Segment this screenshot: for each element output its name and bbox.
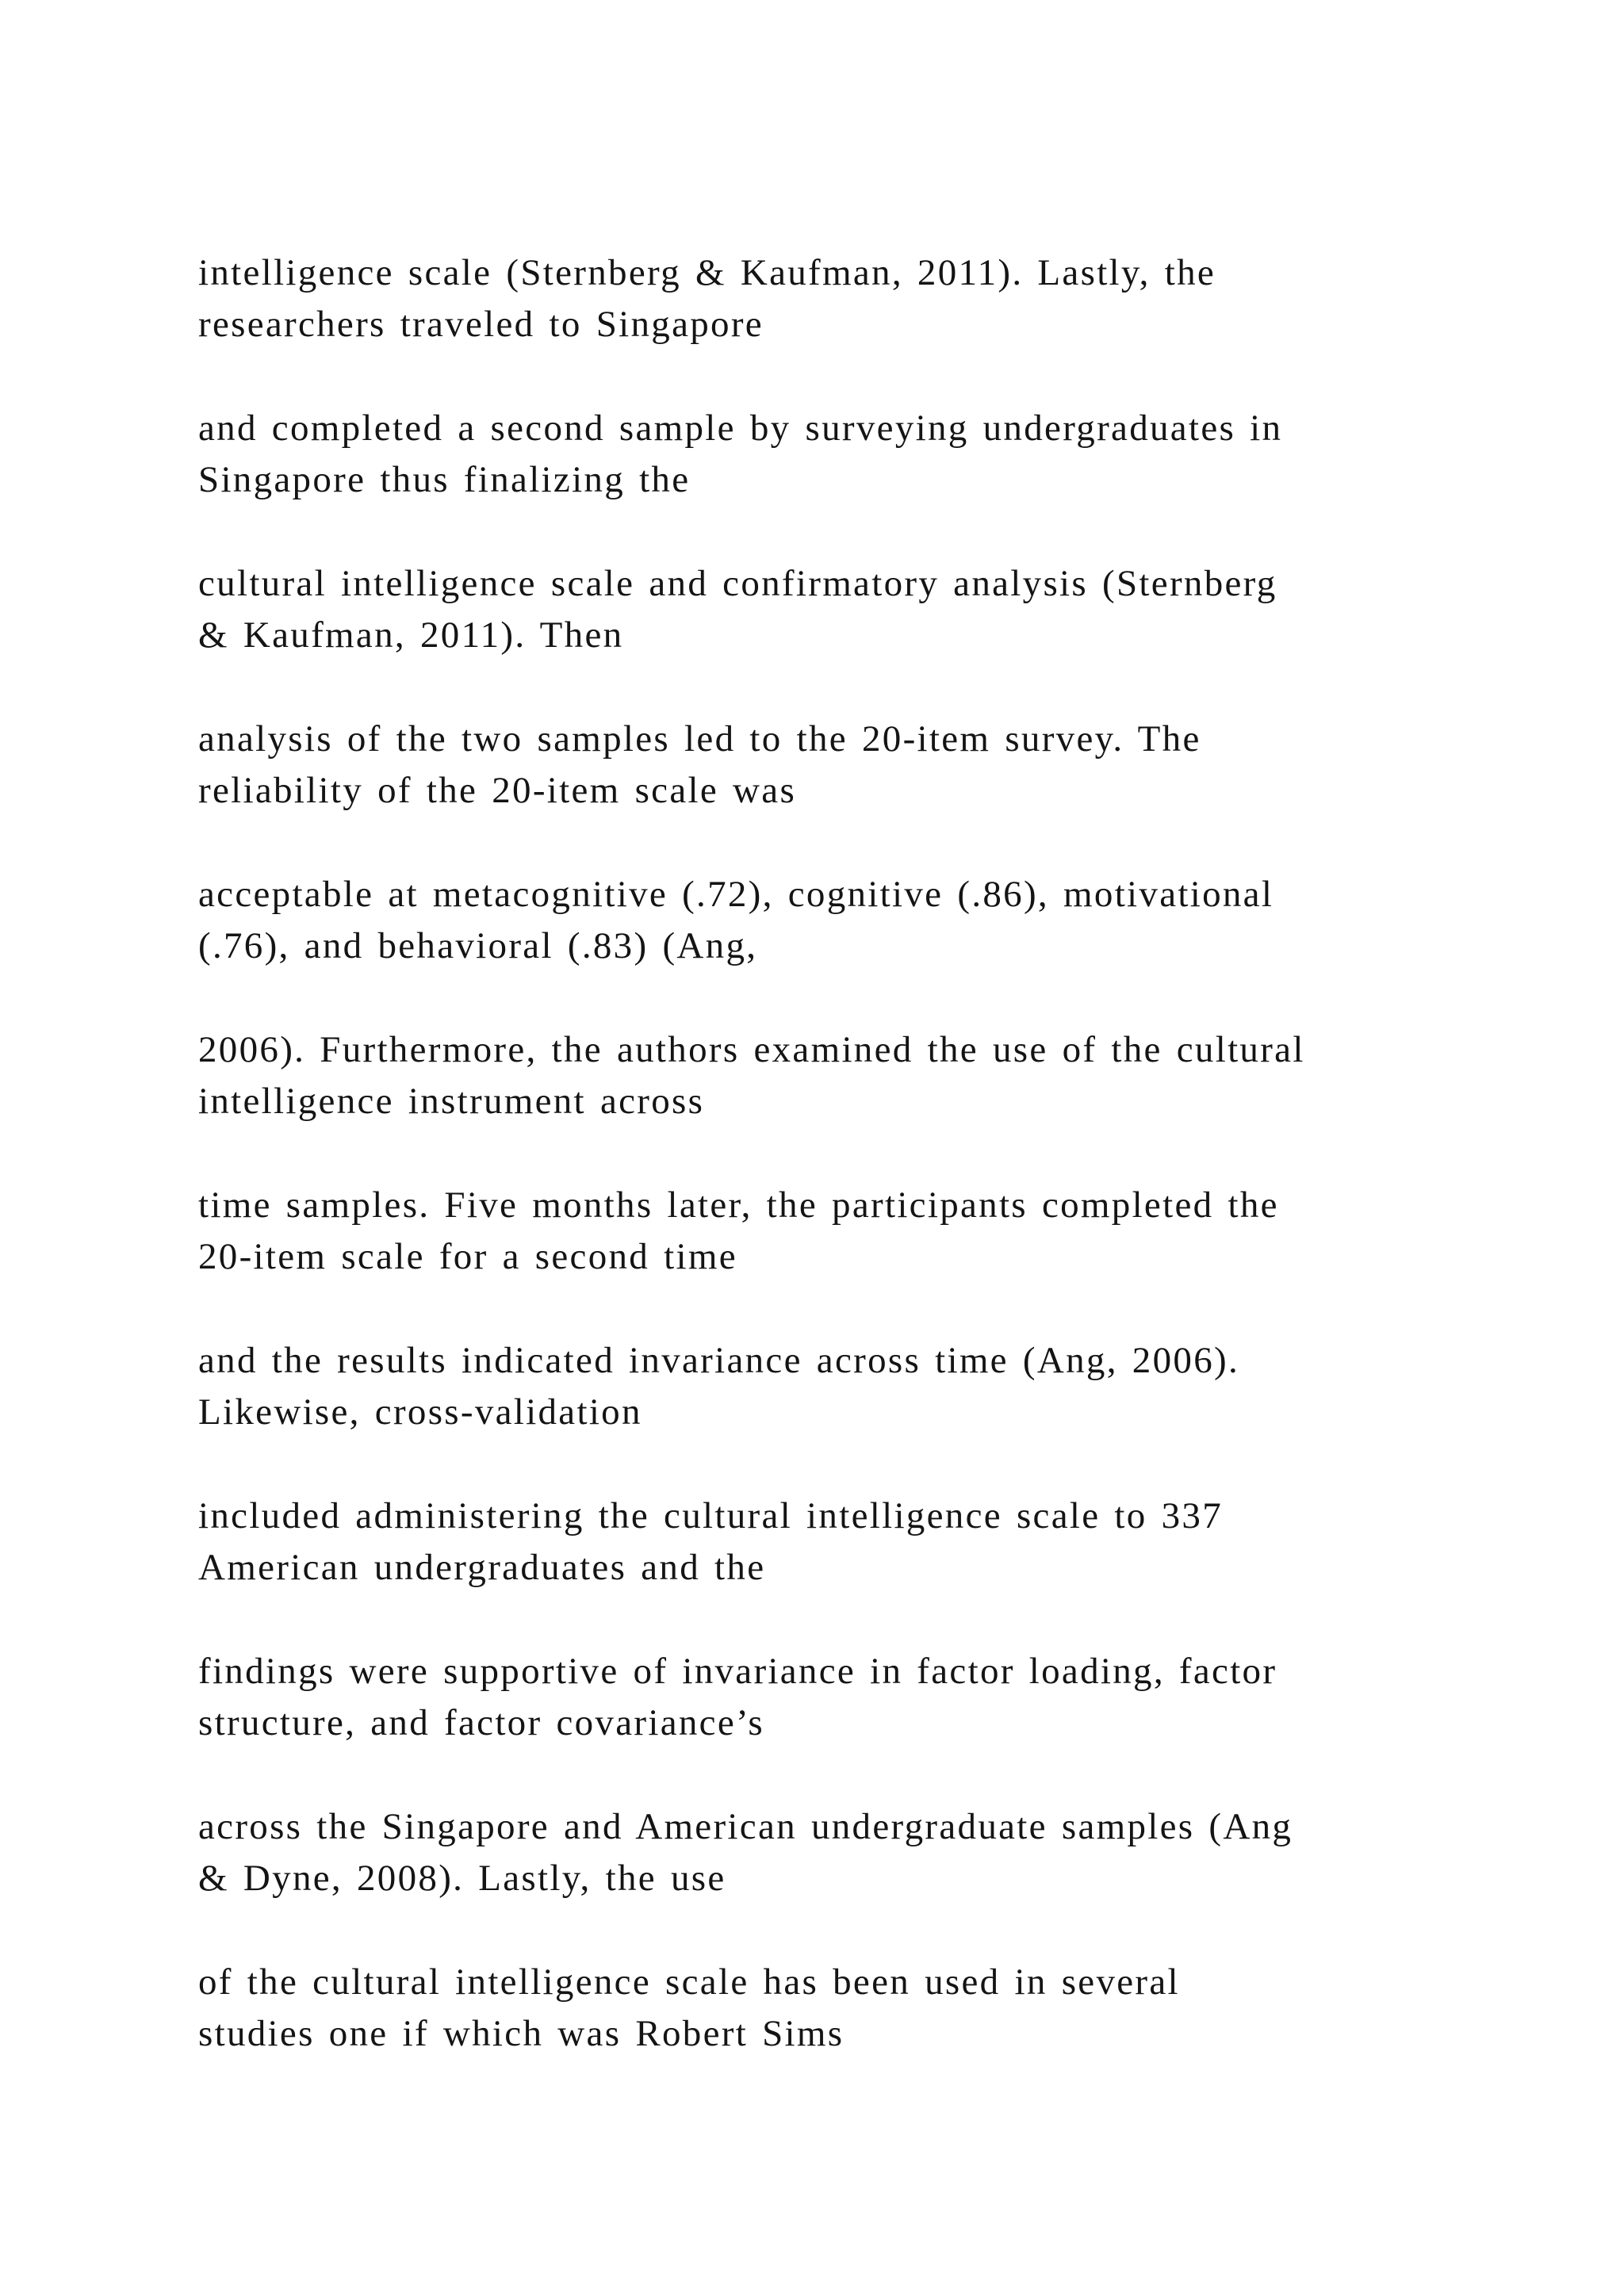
text-line: & Dyne, 2008). Lastly, the use xyxy=(198,1858,726,1899)
text-line: cultural intelligence scale and confirmatory analysis (Sternberg xyxy=(198,563,1277,604)
text-line: studies one if which was Robert Sims xyxy=(198,2013,845,2054)
text-line: across the Singapore and American undergraduate samples (Ang xyxy=(198,1806,1293,1847)
body-text xyxy=(198,247,1499,2112)
paragraph xyxy=(198,1335,1499,1438)
text-line: 2006). Furthermore, the authors examined the use of the cultural xyxy=(198,1029,1305,1070)
text-line: American undergraduates and the xyxy=(198,1547,766,1588)
text-line: and completed a second sample by surveying undergraduates in xyxy=(198,408,1283,449)
text-line: acceptable at metacognitive (.72), cognitive (.86), motivational xyxy=(198,874,1274,915)
paragraph xyxy=(198,1180,1499,1283)
paragraph xyxy=(198,1801,1499,1904)
text-line: reliability of the 20-item scale was xyxy=(198,770,797,811)
paragraph xyxy=(198,1490,1499,1594)
text-line: 20-item scale for a second time xyxy=(198,1236,737,1277)
paragraph xyxy=(198,869,1499,972)
text-line: Singapore thus finalizing the xyxy=(198,459,691,500)
text-line: structure, and factor covariance’s xyxy=(198,1702,764,1743)
text-line: findings were supportive of invariance in factor loading, factor xyxy=(198,1651,1277,1692)
paragraph xyxy=(198,403,1499,506)
text-line: and the results indicated invariance across time (Ang, 2006). xyxy=(198,1340,1239,1381)
text-line: Likewise, cross-validation xyxy=(198,1391,642,1433)
text-line: time samples. Five months later, the participants completed the xyxy=(198,1184,1279,1226)
text-line: analysis of the two samples led to the 20-item survey. The xyxy=(198,718,1201,760)
paragraph xyxy=(198,1646,1499,1749)
paragraph xyxy=(198,714,1499,817)
text-line: intelligence scale (Sternberg & Kaufman, 2011). Lastly, the xyxy=(198,252,1216,293)
paragraph xyxy=(198,1024,1499,1127)
text-line: of the cultural intelligence scale has been used in several xyxy=(198,1961,1180,2003)
text-line: & Kaufman, 2011). Then xyxy=(198,614,624,656)
text-line: researchers traveled to Singapore xyxy=(198,304,764,345)
paragraph xyxy=(198,247,1499,350)
paragraph xyxy=(198,558,1499,661)
paragraph xyxy=(198,1957,1499,2060)
text-line: intelligence instrument across xyxy=(198,1081,705,1122)
text-line: included administering the cultural intelligence scale to 337 xyxy=(198,1495,1224,1536)
text-line: (.76), and behavioral (.83) (Ang, xyxy=(198,925,758,966)
